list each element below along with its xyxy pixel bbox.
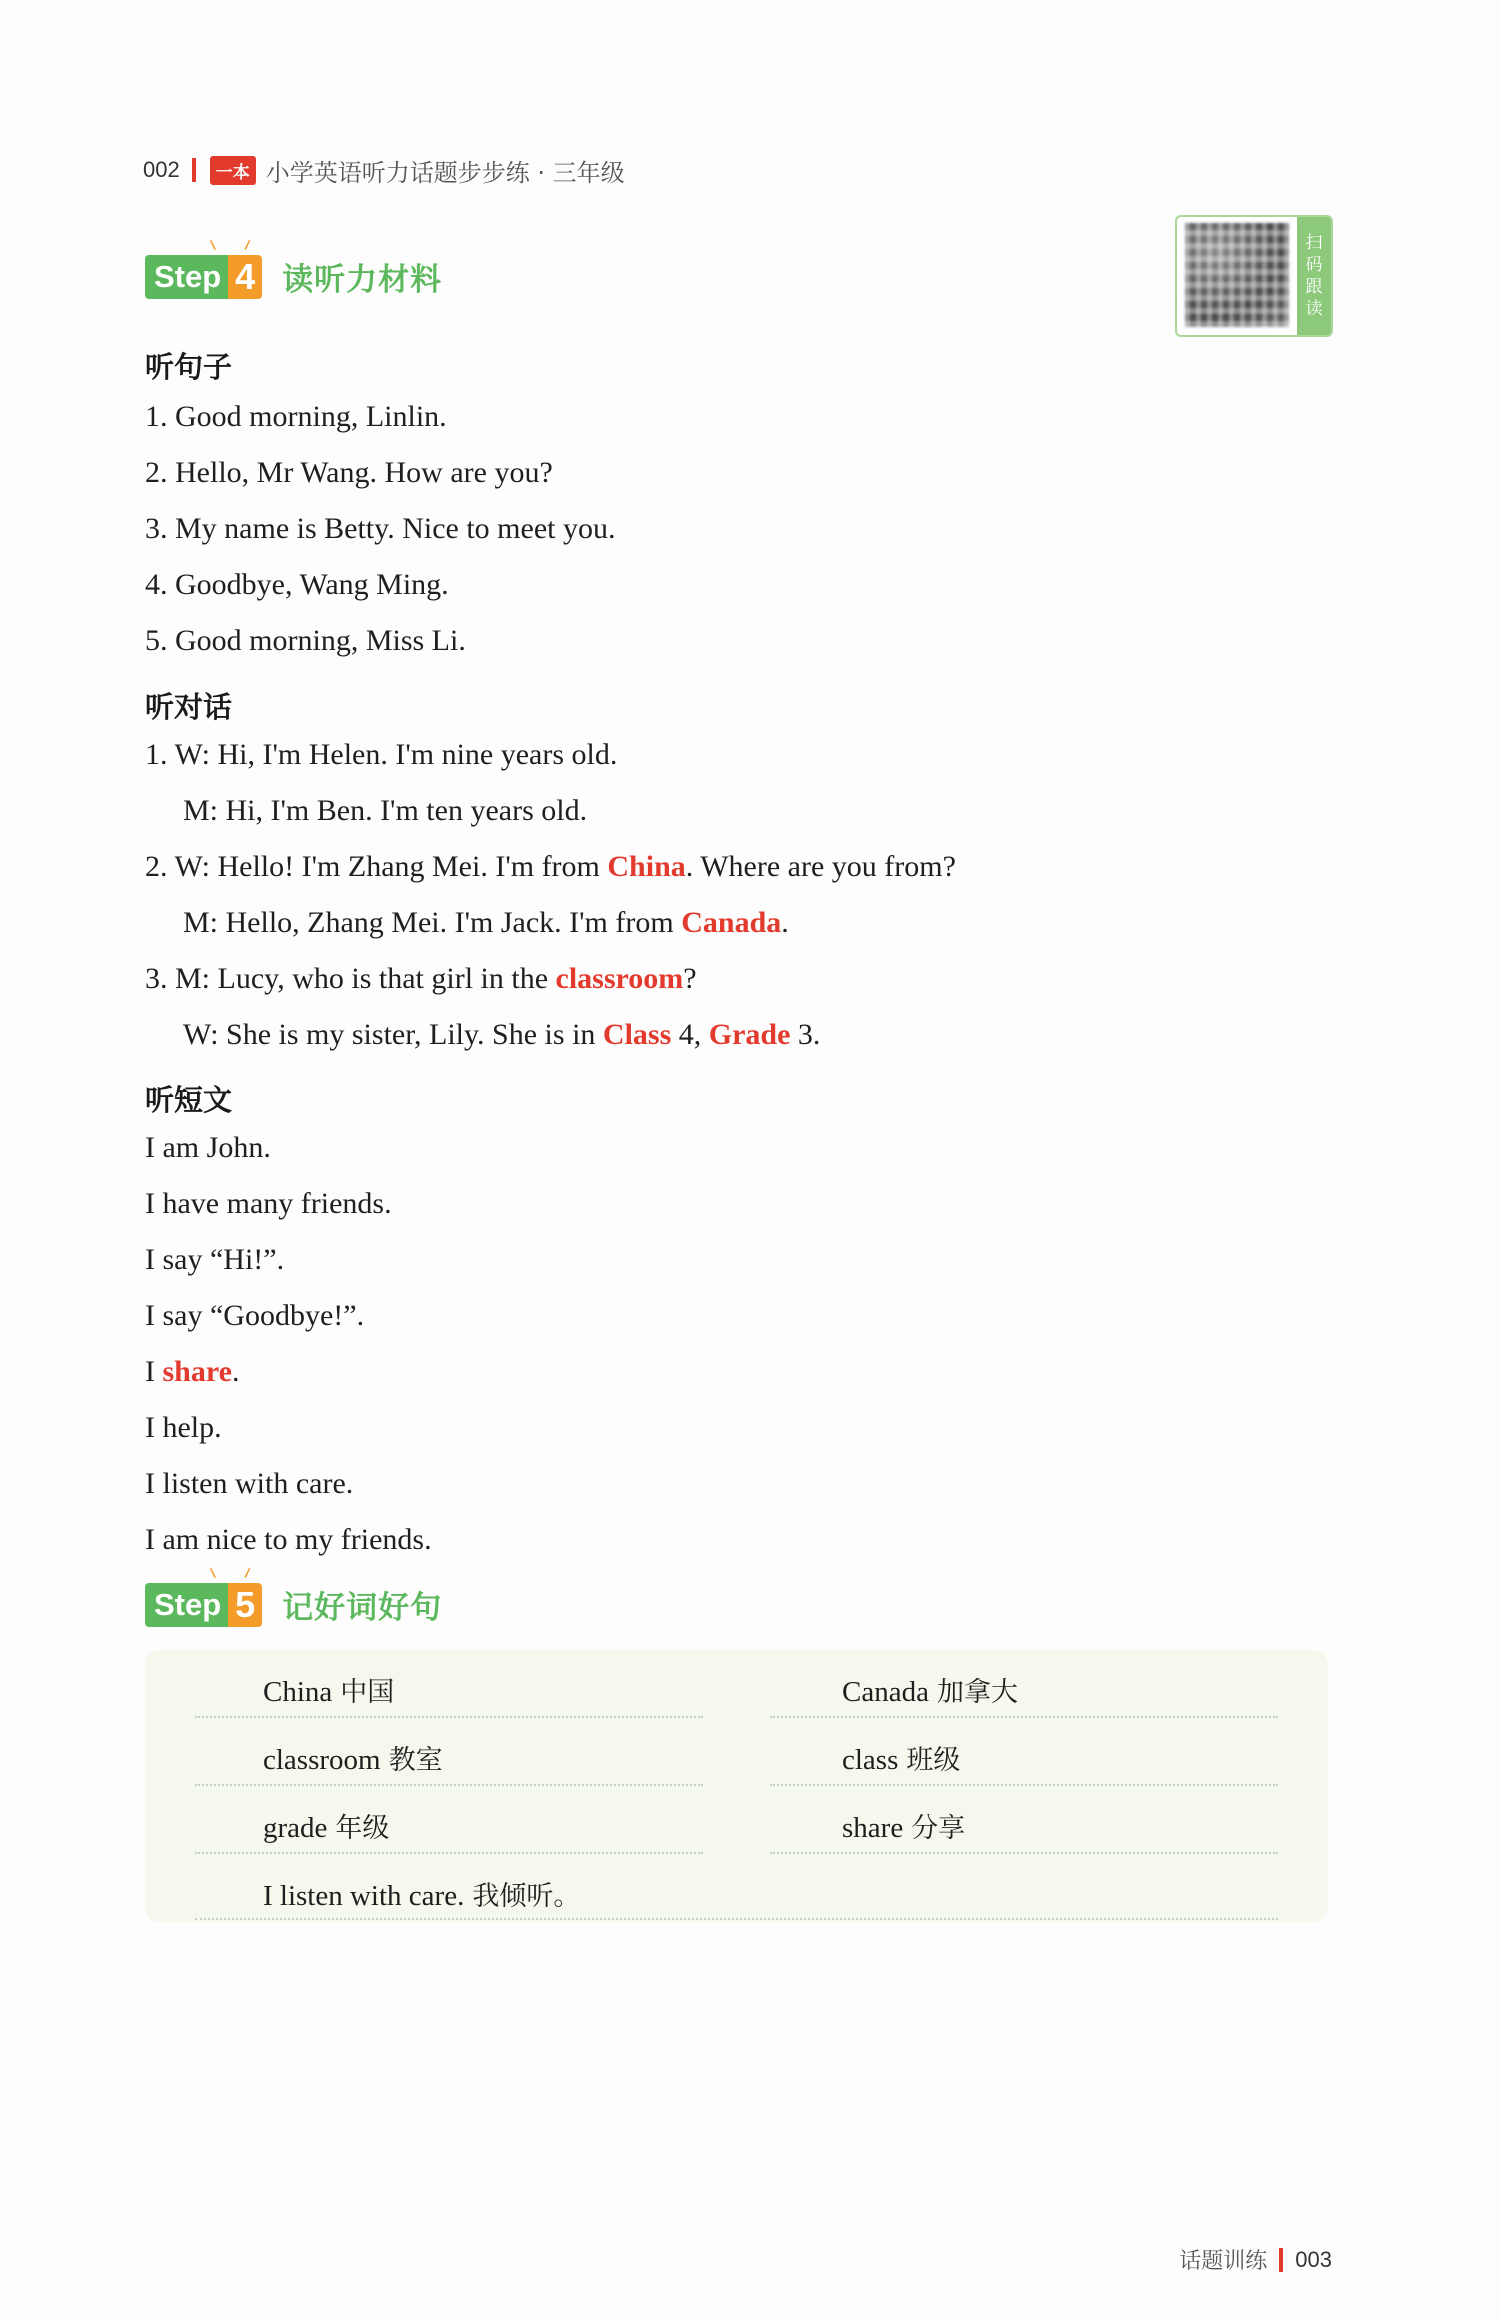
dialogue-line <box>183 1018 820 1052</box>
dialogue-line <box>183 906 789 940</box>
highlight-word: Canada <box>681 906 782 939</box>
dotted-rule <box>195 1852 703 1854</box>
dotted-rule <box>770 1716 1278 1718</box>
text-segment: . Where are you from? <box>685 850 956 883</box>
step4-header <box>145 254 442 299</box>
step4-title: 读听力材料 <box>282 262 443 298</box>
text-segment: 3. M: Lucy, who is that girl in the <box>145 962 556 995</box>
brand-logo: 一本 <box>210 156 256 185</box>
footer-page-number: 003 <box>1295 2246 1332 2272</box>
text-segment: M: Hello, Zhang Mei. I'm Jack. I'm from <box>183 906 682 939</box>
page-footer <box>1179 2244 1332 2275</box>
text-segment: . <box>231 1355 240 1388</box>
dotted-rule <box>195 1716 703 1718</box>
footer-label: 话题训练 <box>1179 2249 1268 2274</box>
step4-badge <box>145 255 262 299</box>
sentence-line: 5. Good morning, Miss Li. <box>145 624 466 657</box>
qr-code-box[interactable] <box>1175 215 1333 337</box>
dotted-rule <box>770 1784 1278 1786</box>
qr-label-char: 跟 <box>1305 277 1323 297</box>
vocab-cn: 中国 <box>340 1677 395 1708</box>
passage-line: I say “Goodbye!”. <box>145 1299 365 1332</box>
highlight-word: classroom <box>555 962 684 995</box>
page-header <box>143 152 625 188</box>
passage-line: I say “Hi!”. <box>145 1243 285 1276</box>
step4-number: 4 <box>228 255 262 299</box>
dotted-rule <box>195 1784 703 1786</box>
highlight-word: Grade <box>708 1018 791 1051</box>
sentence-line: 2. Hello, Mr Wang. How are you? <box>145 456 553 489</box>
vocab-item <box>842 1670 1018 1709</box>
vocab-en: class <box>842 1744 899 1776</box>
step5-title: 记好词好句 <box>282 1590 443 1626</box>
dotted-rule <box>195 1918 1278 1920</box>
sparkle-icon <box>145 1565 262 1581</box>
vocabulary-box <box>145 1650 1328 1922</box>
page-number: 002 <box>143 157 180 182</box>
qr-code-icon[interactable] <box>1185 223 1289 327</box>
vocab-cn: 教室 <box>388 1745 443 1776</box>
passage-line: I help. <box>145 1411 222 1444</box>
text-segment: W: She is my sister, Lily. She is in <box>183 1018 603 1051</box>
text-segment: . <box>781 906 789 939</box>
qr-label-char: 码 <box>1305 255 1323 275</box>
vocab-cn: 分享 <box>911 1813 966 1844</box>
sentence-line: 1. Good morning, Linlin. <box>145 400 447 433</box>
vocab-en: share <box>842 1812 904 1844</box>
vocab-cn: 班级 <box>906 1745 961 1776</box>
vocab-phrase <box>263 1874 580 1913</box>
highlight-word: Class <box>602 1018 672 1051</box>
step4-word: Step <box>145 255 228 299</box>
section-heading-dialogues: 听对话 <box>145 690 233 724</box>
vocab-en: China <box>263 1676 333 1708</box>
dialogue-line: M: Hi, I'm Ben. I'm ten years old. <box>183 794 588 827</box>
vocab-cn: 加拿大 <box>936 1677 1018 1708</box>
qr-label <box>1297 217 1331 335</box>
dialogue-line: 1. W: Hi, I'm Helen. I'm nine years old. <box>145 738 618 771</box>
section-heading-passage: 听短文 <box>145 1083 233 1117</box>
step5-number: 5 <box>228 1583 262 1627</box>
text-segment: 4, <box>671 1018 709 1051</box>
step5-header <box>145 1582 442 1627</box>
text-segment: 2. W: Hello! I'm Zhang Mei. I'm from <box>145 850 608 883</box>
step5-badge <box>145 1583 262 1627</box>
highlight-word: share <box>162 1355 232 1388</box>
vocab-en: classroom <box>263 1744 381 1776</box>
section-heading-sentences: 听句子 <box>145 350 233 384</box>
vocab-item <box>263 1738 443 1777</box>
text-segment: I <box>145 1355 163 1388</box>
text-segment: 3. <box>790 1018 821 1051</box>
dialogue-line <box>145 850 956 884</box>
vocab-en: Canada <box>842 1676 929 1708</box>
passage-line: I have many friends. <box>145 1187 392 1220</box>
vocab-item <box>842 1738 960 1777</box>
phrase-cn: 我倾听。 <box>472 1881 581 1912</box>
dotted-rule <box>770 1852 1278 1854</box>
vocab-en: grade <box>263 1812 328 1844</box>
header-divider <box>192 158 196 182</box>
qr-label-char: 读 <box>1305 299 1323 319</box>
vocab-item <box>263 1806 389 1845</box>
step5-word: Step <box>145 1583 228 1627</box>
highlight-word: China <box>607 850 686 883</box>
phrase-en: I listen with care. <box>263 1880 465 1912</box>
sentence-line: 3. My name is Betty. Nice to meet you. <box>145 512 616 545</box>
vocab-item <box>263 1670 394 1709</box>
sparkle-icon <box>145 237 262 253</box>
sentence-line: 4. Goodbye, Wang Ming. <box>145 568 449 601</box>
qr-label-char: 扫 <box>1305 233 1323 253</box>
passage-line: I listen with care. <box>145 1467 354 1500</box>
passage-line: I am nice to my friends. <box>145 1523 432 1556</box>
text-segment: ? <box>683 962 697 995</box>
vocab-item <box>842 1806 965 1845</box>
passage-line: I am John. <box>145 1131 271 1164</box>
passage-line <box>145 1355 239 1389</box>
dialogue-line <box>145 962 697 996</box>
footer-divider <box>1279 2248 1283 2272</box>
vocab-cn: 年级 <box>335 1813 390 1844</box>
book-title: 小学英语听力话题步步练 · 三年级 <box>265 158 625 187</box>
